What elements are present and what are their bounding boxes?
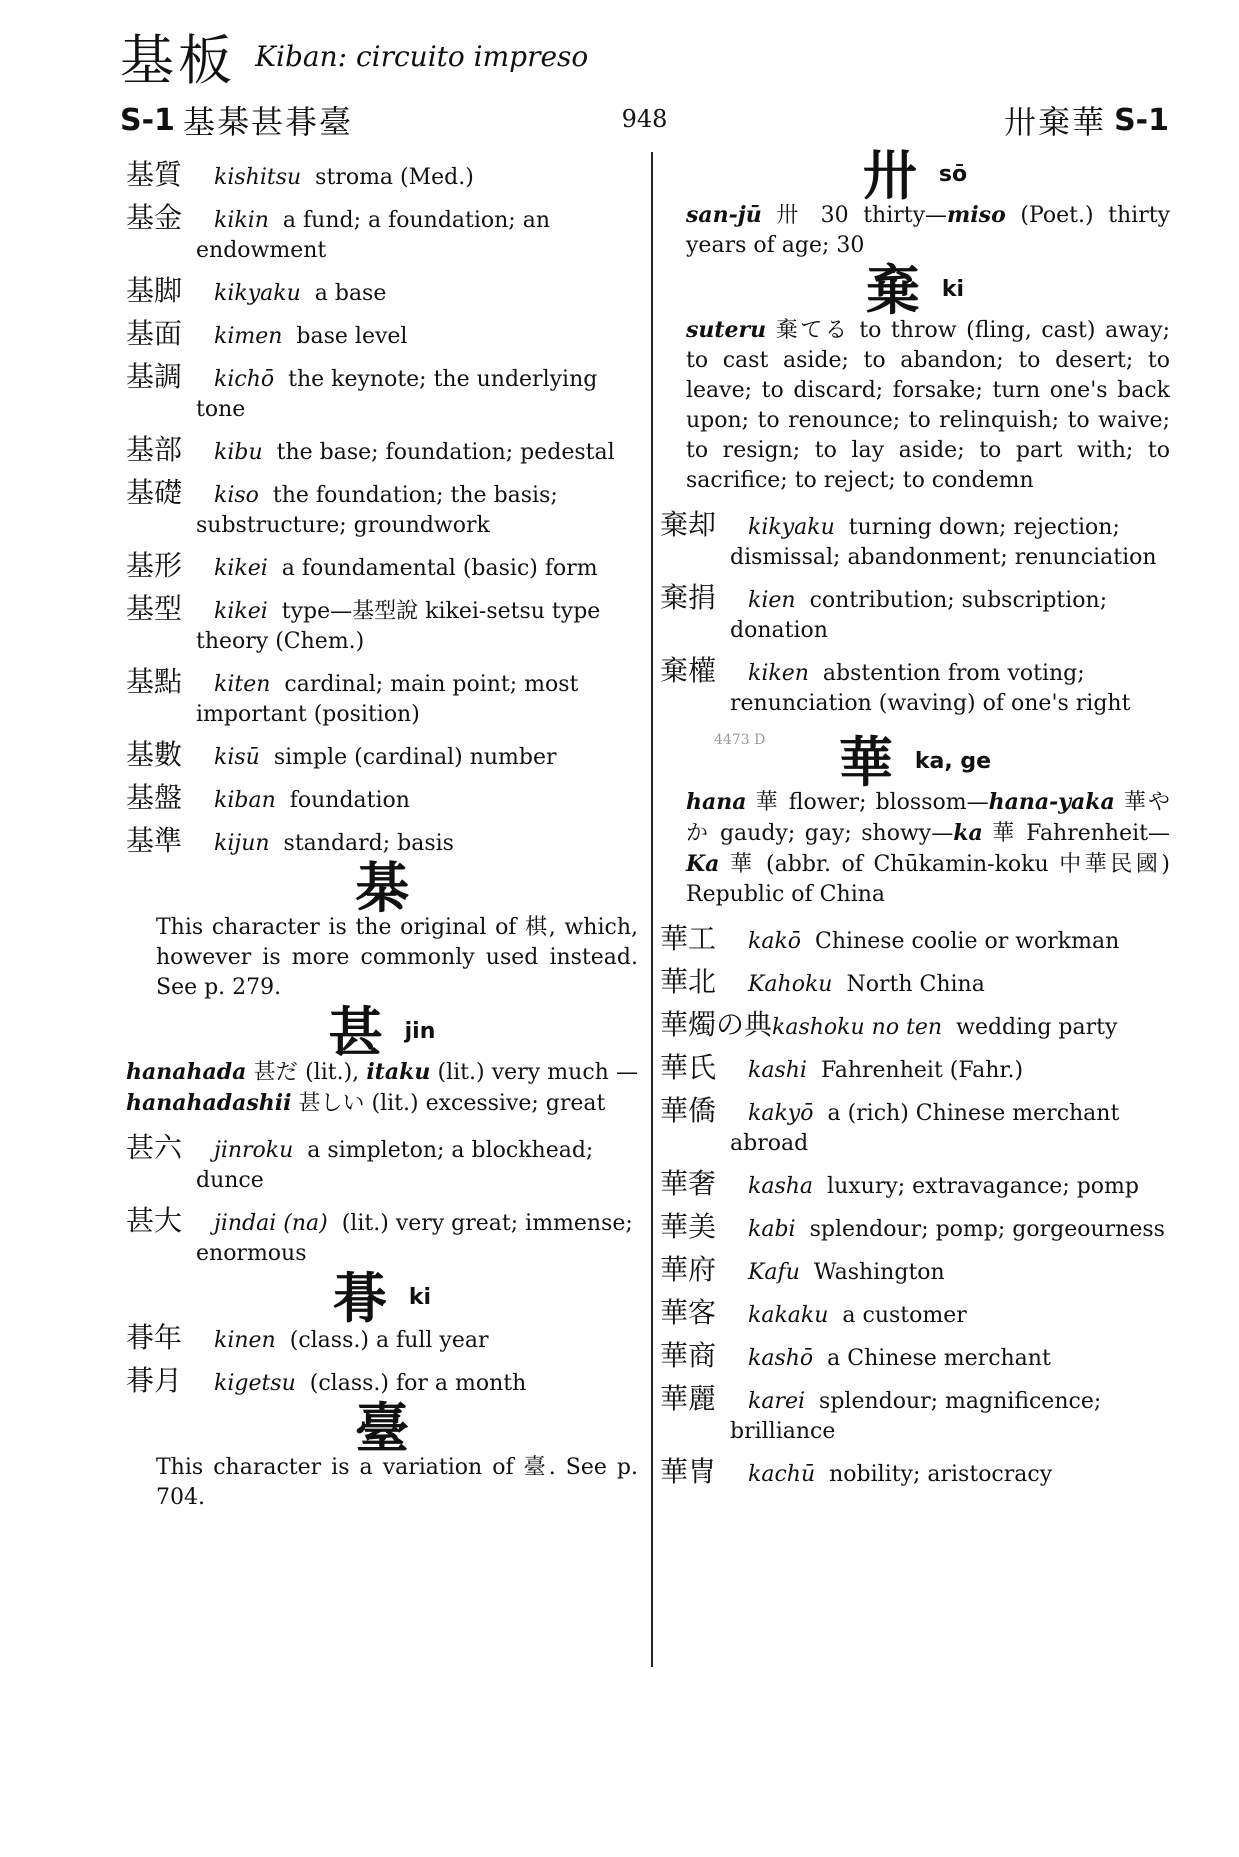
header-chars-right: 卅棄華 xyxy=(1004,103,1107,141)
entry-kanji: 華府 xyxy=(660,1253,717,1286)
entry-definition: a base xyxy=(314,281,387,306)
text: (abbr. of Chūkamin-koku 中華民國) Republic of China xyxy=(686,852,1170,907)
dictionary-entry xyxy=(660,1298,1170,1331)
column-divider xyxy=(651,152,653,1667)
entry-reading: kien xyxy=(748,588,796,613)
entry-kanji: 棄却 xyxy=(660,508,717,541)
page-header xyxy=(120,95,1169,145)
entry-definition: standard; basis xyxy=(283,831,454,856)
entry-reading: kiken xyxy=(748,661,809,686)
text: Fahrenheit— xyxy=(1026,821,1170,846)
kanji-inline: 華 xyxy=(729,852,756,877)
heading-romaji: sō xyxy=(938,162,968,187)
reading: ka xyxy=(953,820,983,846)
dictionary-entry xyxy=(660,1096,1170,1159)
entry-definition: a Chinese merchant xyxy=(827,1346,1051,1371)
entry-definition: turning down; rejection; dismissal; abandonment; renunciation xyxy=(730,515,1157,570)
paragraph-jin xyxy=(126,1057,638,1119)
entry-definition: splendour; pomp; gorgeourness xyxy=(809,1217,1165,1242)
dictionary-entry xyxy=(660,1053,1170,1086)
reading: hanahada xyxy=(126,1059,247,1085)
entry-definition: (class.) a full year xyxy=(289,1328,489,1353)
entry-reading: kachū xyxy=(748,1462,816,1487)
heading-char: 華 xyxy=(838,730,893,794)
right-column xyxy=(660,143,1170,1500)
entry-kanji: 基數 xyxy=(126,738,183,771)
reading: hana xyxy=(686,789,747,815)
header-chars-left: 基棊甚朞臺 xyxy=(182,103,353,141)
kanji-heading-ki-original xyxy=(126,856,638,920)
entry-definition: foundation xyxy=(289,788,410,813)
entry-kanji: 基質 xyxy=(126,158,183,191)
entry-definition: wedding party xyxy=(956,1015,1118,1040)
entry-kanji: 華商 xyxy=(660,1339,717,1372)
left-column xyxy=(126,160,638,1527)
entry-kanji: 基點 xyxy=(126,665,183,698)
entries-group-ki-abandon xyxy=(660,510,1170,719)
entry-definition: the base; foundation; pedestal xyxy=(276,440,615,465)
entry-definition: splendour; magnificence; brilliance xyxy=(730,1389,1102,1444)
reading: itaku xyxy=(366,1059,431,1085)
entry-definition: the keynote; the underlying tone xyxy=(196,367,598,422)
entry-reading: kimen xyxy=(214,324,283,349)
entry-reading: kashoku no ten xyxy=(772,1015,943,1040)
entry-kanji: 基盤 xyxy=(126,781,183,814)
entry-reading: kijun xyxy=(214,831,270,856)
reading: Ka xyxy=(686,851,720,877)
entry-kanji: 華北 xyxy=(660,965,717,998)
entry-reading: kiso xyxy=(214,483,259,508)
entry-definition: (lit.) very great; immense; enormous xyxy=(196,1211,633,1266)
entry-kanji: 華僑 xyxy=(660,1094,717,1127)
text: flower; blossom— xyxy=(788,790,989,815)
note-ki-original: This character is the original of 棋, which, however is more commonly used instead. See p. 279. xyxy=(156,915,638,1000)
dictionary-entry xyxy=(660,1010,1170,1043)
dictionary-entry xyxy=(660,924,1170,957)
heading-romaji: ki xyxy=(941,277,965,302)
entry-reading: kashō xyxy=(748,1346,814,1371)
entry-reading: kinen xyxy=(214,1328,276,1353)
entry-definition: Washington xyxy=(813,1260,945,1285)
entry-kanji: 華奢 xyxy=(660,1167,717,1200)
header-right xyxy=(1004,97,1169,143)
entries-group-ka xyxy=(660,924,1170,1490)
entry-reading: kiban xyxy=(214,788,276,813)
entry-kanji: 基型 xyxy=(126,592,183,625)
entry-kanji: 基礎 xyxy=(126,476,183,509)
entry-definition: contribution; subscription; donation xyxy=(730,588,1108,643)
handwritten-annotation xyxy=(120,18,640,92)
entry-reading: Kahoku xyxy=(748,972,833,997)
entry-kanji: 華麗 xyxy=(660,1382,717,1415)
entry-kanji: 基面 xyxy=(126,317,183,350)
section-code-right: S-1 xyxy=(1114,102,1169,138)
entry-definition: simple (cardinal) number xyxy=(273,745,557,770)
entry-definition: nobility; aristocracy xyxy=(829,1462,1053,1487)
entry-kanji: 基脚 xyxy=(126,274,183,307)
dictionary-entry xyxy=(126,826,638,859)
entry-reading: kikei xyxy=(214,556,268,581)
kanji-inline: 華 xyxy=(992,821,1017,846)
entry-reading: kishitsu xyxy=(214,165,302,190)
entry-kanji: 朞月 xyxy=(126,1364,183,1397)
entry-definition: abstention from voting; renunciation (waving) of one's right xyxy=(730,661,1131,716)
entry-kanji: 基部 xyxy=(126,433,183,466)
entry-definition: North China xyxy=(846,972,985,997)
annotation-text: Kiban: circuito impreso xyxy=(255,40,589,73)
entry-reading: kashi xyxy=(748,1058,807,1083)
paragraph-ka xyxy=(660,787,1170,910)
dictionary-entry xyxy=(660,583,1170,646)
entry-kanji: 甚大 xyxy=(126,1204,183,1237)
entry-definition: Chinese coolie or workman xyxy=(815,929,1120,954)
entry-kanji: 華燭の典 xyxy=(660,1008,773,1041)
dictionary-entry xyxy=(126,740,638,773)
entry-reading: jindai (na) xyxy=(214,1211,328,1236)
reading: hana-yaka xyxy=(988,789,1115,815)
paragraph-so xyxy=(660,200,1170,261)
entry-kanji: 華美 xyxy=(660,1210,717,1243)
heading-char: 甚 xyxy=(328,1000,383,1064)
entry-reading: karei xyxy=(748,1389,806,1414)
kanji-inline: 華 xyxy=(755,790,780,815)
entry-reading: kikyaku xyxy=(748,515,835,540)
kanji-inline: 棄てる xyxy=(775,318,850,343)
dictionary-entry xyxy=(126,478,638,541)
dictionary-entry xyxy=(126,667,638,730)
entry-reading: kabi xyxy=(748,1217,796,1242)
dictionary-entry xyxy=(126,1133,638,1196)
entries-group-jin xyxy=(126,1133,638,1269)
entry-kanji: 基準 xyxy=(126,824,183,857)
entry-kanji: 華氏 xyxy=(660,1051,717,1084)
entry-definition: a simpleton; a blockhead; dunce xyxy=(196,1138,594,1193)
heading-romaji: ka, ge xyxy=(914,749,992,774)
page-number: 948 xyxy=(621,105,668,133)
entry-kanji: 華客 xyxy=(660,1296,717,1329)
dictionary-entry xyxy=(126,1323,638,1356)
entry-reading: kigetsu xyxy=(214,1371,296,1396)
entry-reading: kikin xyxy=(214,208,269,233)
entry-reading: kibu xyxy=(214,440,263,465)
dictionary-entry xyxy=(126,551,638,584)
entry-definition: base level xyxy=(296,324,408,349)
dictionary-entry xyxy=(660,1341,1170,1374)
entry-reading: kisū xyxy=(214,745,260,770)
kanji-heading-ki-abandon xyxy=(660,258,1170,322)
entry-kanji: 棄捐 xyxy=(660,581,717,614)
entry-definition: a customer xyxy=(842,1303,967,1328)
entry-definition: a (rich) Chinese merchant abroad xyxy=(730,1101,1120,1156)
kanji-heading-ki-year xyxy=(126,1266,638,1330)
entry-reading: kichō xyxy=(214,367,275,392)
entry-reading: kiten xyxy=(214,672,271,697)
entries-group-ki-year xyxy=(126,1323,638,1399)
entry-kanji: 基金 xyxy=(126,201,183,234)
entry-definition: Fahrenheit (Fahr.) xyxy=(820,1058,1024,1083)
entry-kanji: 基調 xyxy=(126,360,183,393)
section-code-left: S-1 xyxy=(120,102,175,138)
kanji-inline: 甚しい xyxy=(298,1091,365,1116)
entry-kanji: 甚六 xyxy=(126,1131,183,1164)
kanji-inline: 甚だ xyxy=(253,1060,298,1085)
entry-reading: kasha xyxy=(748,1174,814,1199)
dictionary-entry xyxy=(126,783,638,816)
dictionary-entry xyxy=(660,1255,1170,1288)
text: (lit.) excessive; great xyxy=(371,1091,606,1116)
heading-romaji: ki xyxy=(408,1285,432,1310)
reading: suteru xyxy=(686,317,767,343)
heading-char: 棄 xyxy=(865,258,920,322)
entries-group-ki xyxy=(126,160,638,859)
entry-definition: luxury; extravagance; pomp xyxy=(827,1174,1139,1199)
entry-kanji: 棄權 xyxy=(660,654,717,687)
text: (lit.), xyxy=(305,1060,360,1085)
dictionary-entry xyxy=(126,319,638,352)
entry-definition: a foundamental (basic) form xyxy=(281,556,598,581)
entry-kanji: 華冑 xyxy=(660,1455,717,1488)
text: (lit.) very much — xyxy=(437,1060,638,1085)
text: 30 thirty— xyxy=(820,203,948,228)
dictionary-entry xyxy=(126,203,638,266)
reading: hanahadashii xyxy=(126,1090,292,1116)
dictionary-entry xyxy=(126,276,638,309)
dictionary-entry xyxy=(660,1169,1170,1202)
entry-reading: kikyaku xyxy=(214,281,301,306)
entry-definition: a fund; a foundation; an endowment xyxy=(196,208,550,263)
dictionary-entry xyxy=(660,967,1170,1000)
dictionary-entry xyxy=(126,1206,638,1269)
dictionary-entry xyxy=(126,160,638,193)
heading-romaji: jin xyxy=(404,1019,436,1044)
entry-definition: cardinal; main point; most important (position) xyxy=(196,672,579,727)
entry-reading: kakō xyxy=(748,929,802,954)
text: (Poet.) thirty years of age; 30 xyxy=(686,203,1170,258)
entry-reading: Kafu xyxy=(748,1260,800,1285)
dictionary-entry xyxy=(126,435,638,468)
entry-definition: the foundation; the basis; substructure; groundwork xyxy=(196,483,558,538)
heading-char: 卅 xyxy=(862,143,917,207)
entry-definition: type—基型說 kikei-setsu type theory (Chem.) xyxy=(196,599,601,654)
heading-char: 朞 xyxy=(332,1266,387,1330)
kanji-heading-so xyxy=(660,143,1170,207)
entry-kanji: 朞年 xyxy=(126,1321,183,1354)
entry-reading: kakyō xyxy=(748,1101,814,1126)
dictionary-entry xyxy=(126,1366,638,1399)
kanji-inline: 卅 xyxy=(776,203,806,228)
kanji-heading-dai xyxy=(126,1396,638,1460)
entry-kanji: 基形 xyxy=(126,549,183,582)
dictionary-entry xyxy=(660,656,1170,719)
dictionary-entry xyxy=(126,362,638,425)
stray-marks: 4473 D xyxy=(714,732,766,748)
reading: san-jū xyxy=(686,202,762,228)
note-dai: This character is a variation of 臺. See p. 704. xyxy=(156,1455,638,1510)
entry-definition: stroma (Med.) xyxy=(315,165,474,190)
entry-reading: jinroku xyxy=(214,1138,294,1163)
dictionary-entry xyxy=(660,510,1170,573)
entry-reading: kakaku xyxy=(748,1303,829,1328)
dictionary-entry xyxy=(660,1384,1170,1447)
annotation-kanji: 基板 xyxy=(120,29,236,92)
header-left xyxy=(120,97,353,143)
dictionary-entry xyxy=(660,1212,1170,1245)
kanji-heading-jin xyxy=(126,1000,638,1064)
heading-char: 臺 xyxy=(355,1396,409,1460)
entry-reading: kikei xyxy=(214,599,268,624)
reading: miso xyxy=(947,202,1006,228)
dictionary-entry xyxy=(126,594,638,657)
text: gaudy; gay; showy— xyxy=(719,821,954,846)
heading-char: 棊 xyxy=(355,856,409,920)
kanji-inline: 華やか xyxy=(686,790,1170,846)
dictionary-entry xyxy=(660,1457,1170,1490)
paragraph-ki-abandon xyxy=(660,315,1170,496)
text: to throw (fling, cast) away; to cast aside; to abandon; to desert; to leave; to discard; forsake; turn one's back upon; to renounce; to relinquish; to waive; to resign; to lay aside; to part with; to sacrifice; to reject; to condemn xyxy=(686,318,1170,493)
entry-kanji: 華工 xyxy=(660,922,717,955)
entry-definition: (class.) for a month xyxy=(309,1371,527,1396)
